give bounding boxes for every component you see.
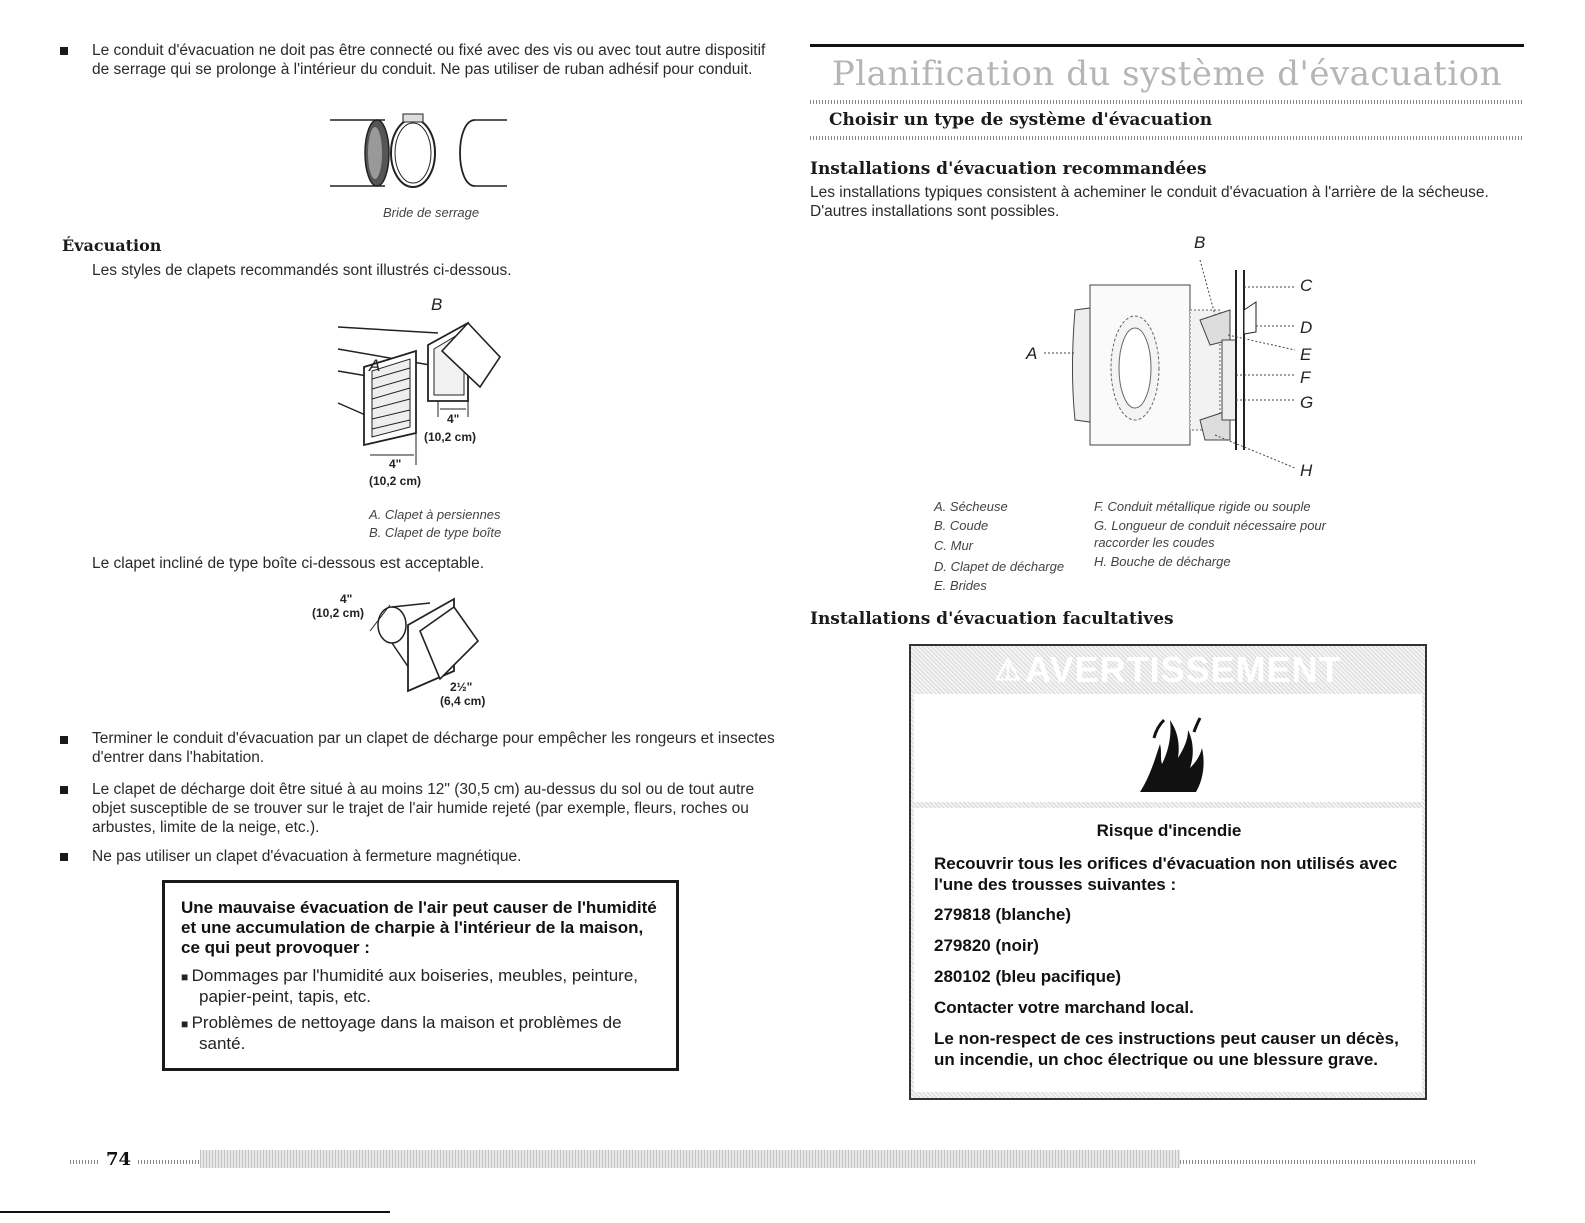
fig1-label-b: B [431, 295, 443, 314]
paragraph-hood-height: Le clapet de décharge doit être situé à au moins 12" (30,5 cm) au-dessus du sol ou de tout autre objet susceptible de se trouver sur le trajet de l'air humide rejeté (par exemple, fleurs, roches ou arbustes, limite de la neige, etc.). [92, 781, 755, 836]
warning-risk: Risque d'incendie [1096, 821, 1242, 840]
notice-item: ■ Dommages par l'humidité aux boiseries, meubles, peinture, papier-peint, tapis, etc. [181, 966, 639, 1006]
paragraph-duct-fastening: Le conduit d'évacuation ne doit pas être connecté ou fixé avec des vis ou avec tout autre dispositif de serrage qui se prolonge à l'intérieur du conduit. Ne pas utiliser de ruban adhésif pour conduit. [92, 42, 766, 78]
warning-kit-black: 279820 (noir) [934, 936, 1039, 955]
fig2-dim-depth-in: 2½" [450, 680, 473, 694]
bullet-marker [60, 786, 68, 794]
footer-dotted-rule [70, 1160, 100, 1164]
evacuation-intro: Les styles de clapets recommandés sont illustrés ci-dessous. [92, 262, 512, 279]
legend-b: B. Coude [934, 518, 989, 533]
fig2-dim-cm: (10,2 cm) [312, 606, 365, 620]
fig2-dim-depth-cm: (6,4 cm) [440, 694, 486, 708]
title-rule [810, 44, 1524, 47]
fig1-caption-b: B. Clapet de type boîte [369, 525, 502, 540]
diagram-label-d: D [1300, 318, 1313, 337]
optional-heading: Installations d'évacuation facultatives [810, 609, 1174, 629]
bullet-marker [60, 47, 68, 55]
fig1-dim-louver-in: 4" [389, 457, 402, 471]
paragraph-no-magnetic-hood: Ne pas utiliser un clapet d'évacuation à fermeture magnétique. [92, 848, 522, 865]
evacuation-heading: Évacuation [62, 236, 162, 255]
warning-contact: Contacter votre marchand local. [934, 998, 1194, 1017]
fig1-dim-box-cm: (10,2 cm) [424, 430, 477, 444]
improper-exhaust-notice [162, 880, 679, 1071]
angled-hood-intro: Le clapet incliné de type boîte ci-dessous est acceptable. [92, 555, 485, 572]
dotted-rule [810, 136, 1524, 140]
fig2-dim-in: 4" [340, 592, 353, 606]
fig1-dim-box-in: 4" [447, 412, 460, 426]
legend-e: E. Brides [934, 578, 987, 593]
notice-lead: Une mauvaise évacuation de l'air peut causer de l'humidité et une accumulation de charpie à l'intérieur de la maison, ce qui peut provoquer : [181, 898, 657, 957]
footer-dotted-rule [138, 1160, 200, 1164]
fig1-caption-a: A. Clapet à persiennes [369, 507, 501, 522]
diagram-label-h: H [1300, 461, 1313, 480]
warning-text-panel [914, 808, 1422, 1092]
diagram-label-b: B [1194, 233, 1206, 252]
diagram-label-e: E [1300, 345, 1312, 364]
dotted-rule [810, 100, 1524, 104]
warning-consequence: Le non-respect de ces instructions peut causer un décès, un incendie, un choc électrique ou une blessure grave. [934, 1029, 1399, 1069]
paragraph-terminate-duct: Terminer le conduit d'évacuation par un clapet de décharge pour empêcher les rongeurs et insectes d'entrer dans l'habitation. [92, 730, 775, 766]
clamp-caption: Bride de serrage [383, 205, 480, 220]
diagram-label-g: G [1300, 393, 1314, 412]
fire-icon [1136, 714, 1208, 796]
warning-icon-panel [914, 694, 1422, 802]
subtitle: Choisir un type de système d'évacuation [829, 110, 1213, 130]
warning-header: ⚠ AVERTISSEMENT [994, 649, 1342, 690]
diagram-label-c: C [1300, 276, 1313, 295]
diagram-label-a: A [1026, 344, 1038, 363]
legend-f: F. Conduit métallique rigide ou souple [1094, 499, 1311, 514]
warning-instruction: Recouvrir tous les orifices d'évacuation non utilisés avec l'une des trousses suivantes : [934, 854, 1398, 894]
fire-warning-box [909, 644, 1427, 1100]
dryer-exhaust-diagram [1040, 250, 1320, 480]
bullet-marker [60, 853, 68, 861]
notice-item: ■ Problèmes de nettoyage dans la maison et problèmes de santé. [181, 1013, 622, 1053]
clamp-illustration [325, 112, 510, 192]
legend-d: D. Clapet de décharge [934, 559, 1065, 574]
legend-a: A. Sécheuse [934, 499, 1008, 514]
square-bullet-icon: ■ [181, 970, 192, 984]
bullet-marker [60, 736, 68, 744]
fig1-label-a: A [369, 356, 381, 375]
legend-g: G. Longueur de conduit nécessaire pour raccorder les coudes [1094, 518, 1326, 550]
bottom-rule [0, 1211, 390, 1213]
square-bullet-icon: ■ [181, 1017, 192, 1031]
recommended-heading: Installations d'évacuation recommandées [810, 159, 1207, 179]
page-title: Planification du système d'évacuation [831, 54, 1503, 94]
legend-h: H. Bouche de décharge [1094, 554, 1231, 569]
warning-kit-white: 279818 (blanche) [934, 905, 1072, 924]
footer-shaded-band [200, 1150, 1180, 1168]
recommended-text: Les installations typiques consistent à acheminer le conduit d'évacuation à l'arrière de la sécheuse. D'autres installations sont possibles. [810, 184, 1489, 220]
warning-kit-blue: 280102 (bleu pacifique) [934, 967, 1122, 986]
warning-triangle-icon: ⚠ [994, 653, 1022, 687]
legend-c: C. Mur [934, 538, 973, 553]
fig1-dim-louver-cm: (10,2 cm) [369, 474, 422, 488]
diagram-label-f: F [1300, 368, 1311, 387]
footer-dotted-rule [1180, 1160, 1475, 1164]
page-number: 74 [106, 1149, 132, 1170]
